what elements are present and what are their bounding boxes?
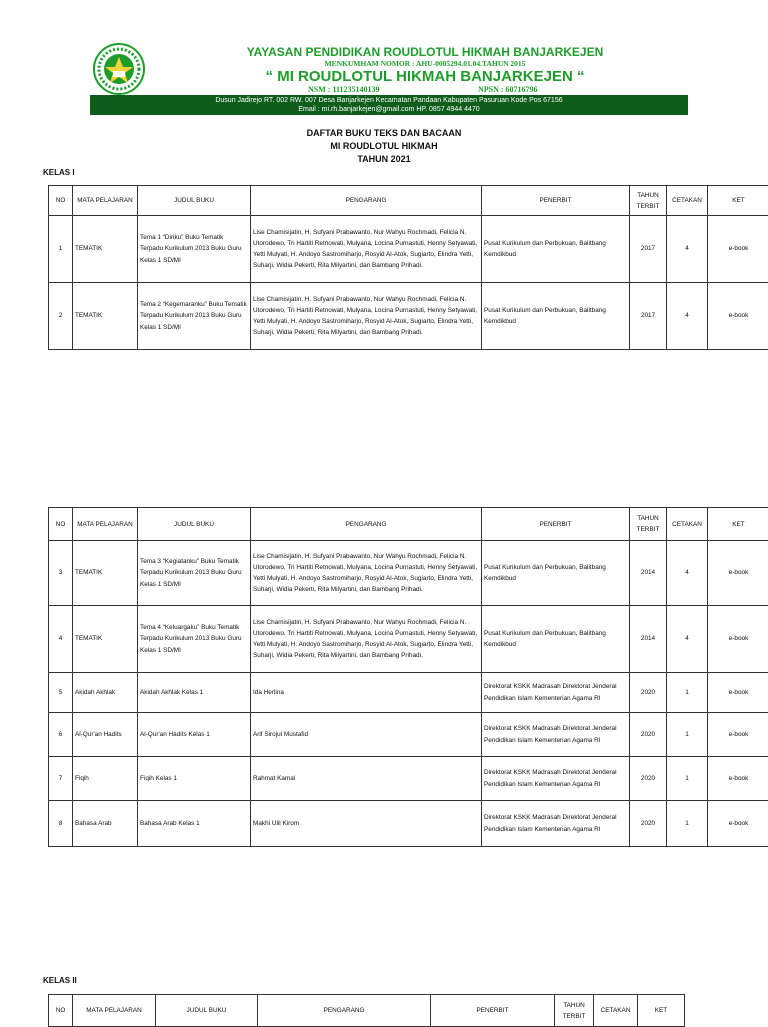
foundation-name: YAYASAN PENDIDIKAN ROUDLOTUL HIKMAH BANJARKEJEN	[230, 45, 620, 59]
header-ket: KET	[708, 186, 768, 216]
header-pengarang: PENGARANG	[251, 186, 482, 216]
table-row	[49, 216, 768, 283]
header-tahun: TAHUN TERBIT	[555, 995, 594, 1027]
cell-no: 2	[49, 283, 73, 350]
cell-pengarang: Lise Chamisijatin, H. Sufyani Prabawanto, Nur Wahyu Rochmadi, Felicia N. Utorodewo, Tri Hartiti Retnowati, Mulyana, Locina Purnastuti, Henny Setyawati, Yetti Mulyati, H. Andoyo Sastromiharjo, Rosyid Al-Atok, Sugiarto, Elindra Yetti, Suharji, Widia Pekerti, Rita Milyartini, dan Bambang Prihadi.	[251, 606, 482, 673]
cell-tahun: 2017	[630, 216, 667, 283]
book-table-page3	[48, 994, 685, 1027]
cell-no: 8	[49, 801, 73, 847]
table-header	[49, 508, 768, 541]
table-row	[49, 541, 768, 606]
table-row	[49, 713, 768, 757]
cell-penerbit: Pusat Kurikulum dan Perbukuan, Balitbang Kemdikbud	[482, 606, 630, 673]
cell-mapel: Fiqih	[73, 757, 138, 801]
cell-tahun: 2014	[630, 606, 667, 673]
cell-ket: e-book	[708, 541, 768, 606]
cell-ket: e-book	[708, 673, 768, 713]
header-judul: JUDUL BUKU	[138, 508, 251, 541]
header-cetakan: CETAKAN	[667, 508, 708, 541]
cell-pengarang: Lise Chamisijatin, H. Sufyani Prabawanto, Nur Wahyu Rochmadi, Felicia N. Utorodewo, Tri Hartiti Retnowati, Mulyana, Locina Purnastuti, Henny Setyawati, Yetti Mulyati, H. Andoyo Sastromiharjo, Rosyid Al-Atok, Sugiarto, Elindra Yetti, Suharji, Widia Pekerti, Rita Milyartini, dan Bambang Prihadi.	[251, 283, 482, 350]
cell-penerbit: Pusat Kurikulum dan Perbukuan, Balitbang Kemdikbud	[482, 541, 630, 606]
cell-mapel: TEMATIK	[73, 606, 138, 673]
header-cetakan: CETAKAN	[594, 995, 638, 1027]
book-table-page1	[48, 185, 768, 350]
cell-ket: e-book	[708, 713, 768, 757]
cell-cetakan: 1	[667, 673, 708, 713]
header-ket: KET	[708, 508, 768, 541]
table-header	[49, 995, 685, 1027]
school-logo	[93, 43, 145, 95]
header-penerbit: PENERBIT	[431, 995, 555, 1027]
school-address: Dusun Jadirejo RT. 002 RW. 007 Desa Banjarkejen Kecamatan Pandaan Kabupaten Pasuruan Kode Pos 67156	[90, 96, 688, 105]
header-mapel: MATA PELAJARAN	[73, 186, 138, 216]
cell-mapel: Al-Qur'an Hadits	[73, 713, 138, 757]
header-tahun: TAHUN TERBIT	[630, 186, 667, 216]
section-kelas-2: KELAS II	[43, 976, 77, 985]
cell-judul: Bahasa Arab Kelas 1	[138, 801, 251, 847]
cell-judul: Tema 1 “Diriku” Buku Tematik Terpadu Kurikulum 2013 Buku Guru Kelas 1 SD/MI	[138, 216, 251, 283]
cell-tahun: 2020	[630, 673, 667, 713]
cell-cetakan: 4	[667, 606, 708, 673]
header-mapel: MATA PELAJARAN	[73, 508, 138, 541]
cell-penerbit: Direktorat KSKK Madrasah Direktorat Jenderal Pendidikan Islam Kementerian Agama RI	[482, 801, 630, 847]
cell-judul: Akidah Akhlak Kelas 1	[138, 673, 251, 713]
header-penerbit: PENERBIT	[482, 186, 630, 216]
cell-judul: Tema 2 “Kegemaranku” Buku Tematik Terpadu Kurikulum 2013 Buku Guru Kelas 1 SD/MI	[138, 283, 251, 350]
npsn-number: NPSN : 60716796	[478, 85, 538, 94]
cell-pengarang: Ida Herlina	[251, 673, 482, 713]
header-no: NO	[49, 995, 73, 1027]
cell-cetakan: 4	[667, 216, 708, 283]
cell-pengarang: Rahmat Kamal	[251, 757, 482, 801]
header-no: NO	[49, 186, 73, 216]
header-judul: JUDUL BUKU	[156, 995, 258, 1027]
header-pengarang: PENGARANG	[251, 508, 482, 541]
cell-penerbit: Pusat Kurikulum dan Perbukuan, Balitbang Kemdikbud	[482, 216, 630, 283]
cell-ket: e-book	[708, 801, 768, 847]
cell-cetakan: 1	[667, 757, 708, 801]
book-table-page2	[48, 507, 768, 847]
cell-pengarang: Arif Sirojul Mustafid	[251, 713, 482, 757]
school-contact: Email : mi.rh.banjarkejen@gmail.com HP. 0857 4944 4470	[90, 105, 688, 114]
cell-penerbit: Direktorat KSKK Madrasah Direktorat Jenderal Pendidikan Islam Kementerian Agama RI	[482, 713, 630, 757]
cell-no: 4	[49, 606, 73, 673]
cell-no: 3	[49, 541, 73, 606]
cell-penerbit: Direktorat KSKK Madrasah Direktorat Jenderal Pendidikan Islam Kementerian Agama RI	[482, 673, 630, 713]
doc-title: DAFTAR BUKU TEKS DAN BACAAN	[230, 128, 538, 138]
cell-ket: e-book	[708, 757, 768, 801]
table-row	[49, 283, 768, 350]
cell-penerbit: Pusat Kurikulum dan Perbukuan, Balitbang Kemdikbud	[482, 283, 630, 350]
cell-ket: e-book	[708, 216, 768, 283]
cell-pengarang: Makhi Ulil Kirom	[251, 801, 482, 847]
table-row	[49, 673, 768, 713]
table-row	[49, 757, 768, 801]
cell-cetakan: 4	[667, 283, 708, 350]
section-kelas-1: KELAS I	[43, 168, 75, 177]
cell-mapel: Akidah Akhlak	[73, 673, 138, 713]
doc-subtitle: MI ROUDLOTUL HIKMAH	[230, 141, 538, 151]
cell-ket: e-book	[708, 606, 768, 673]
cell-cetakan: 1	[667, 713, 708, 757]
school-name: “ MI ROUDLOTUL HIKMAH BANJARKEJEN “	[230, 68, 620, 85]
cell-tahun: 2014	[630, 541, 667, 606]
header-judul: JUDUL BUKU	[138, 186, 251, 216]
cell-mapel: Bahasa Arab	[73, 801, 138, 847]
cell-tahun: 2020	[630, 801, 667, 847]
cell-penerbit: Direktorat KSKK Madrasah Direktorat Jenderal Pendidikan Islam Kementerian Agama RI	[482, 757, 630, 801]
cell-cetakan: 4	[667, 541, 708, 606]
cell-pengarang: Lise Chamisijatin, H. Sufyani Prabawanto, Nur Wahyu Rochmadi, Felicia N. Utorodewo, Tri Hartiti Retnowati, Mulyana, Locina Purnastuti, Henny Setyawati, Yetti Mulyati, H. Andoyo Sastromiharjo, Rosyid Al-Atok, Sugiarto, Elindra Yetti, Suharji, Widia Pekerti, Rita Milyartini, dan Bambang Prihadi.	[251, 541, 482, 606]
cell-judul: Al-Qur'an Hadits Kelas 1	[138, 713, 251, 757]
cell-tahun: 2020	[630, 713, 667, 757]
table-row	[49, 801, 768, 847]
cell-cetakan: 1	[667, 801, 708, 847]
cell-mapel: TEMATIK	[73, 216, 138, 283]
cell-judul: Tema 4 “Keluargaku” Buku Tematik Terpadu Kurikulum 2013 Buku Guru Kelas 1 SD/MI	[138, 606, 251, 673]
header-no: NO	[49, 508, 73, 541]
table-header	[49, 186, 768, 216]
cell-judul: Fiqih Kelas 1	[138, 757, 251, 801]
cell-tahun: 2020	[630, 757, 667, 801]
cell-no: 6	[49, 713, 73, 757]
cell-mapel: TEMATIK	[73, 283, 138, 350]
table-row	[49, 606, 768, 673]
header-ket: KET	[638, 995, 685, 1027]
decree-number: MENKUMHAM NOMOR : AHU-0005294.01.04.TAHUN 2015	[230, 59, 620, 68]
cell-tahun: 2017	[630, 283, 667, 350]
nsm-number: NSM : 111235140139	[308, 85, 380, 94]
cell-no: 5	[49, 673, 73, 713]
cell-mapel: TEMATIK	[73, 541, 138, 606]
header-cetakan: CETAKAN	[667, 186, 708, 216]
header-mapel: MATA PELAJARAN	[73, 995, 156, 1027]
cell-pengarang: Lise Chamisijatin, H. Sufyani Prabawanto, Nur Wahyu Rochmadi, Felicia N. Utorodewo, Tri Hartiti Retnowati, Mulyana, Locina Purnastuti, Henny Setyawati, Yetti Mulyati, H. Andoyo Sastromiharjo, Rosyid Al-Atok, Sugiarto, Elindra Yetti, Suharji, Widia Pekerti, Rita Milyartini, dan Bambang Prihadi.	[251, 216, 482, 283]
header-pengarang: PENGARANG	[258, 995, 431, 1027]
cell-ket: e-book	[708, 283, 768, 350]
cell-no: 7	[49, 757, 73, 801]
header-tahun: TAHUN TERBIT	[630, 508, 667, 541]
cell-no: 1	[49, 216, 73, 283]
cell-judul: Tema 3 “Kegiatanku” Buku Tematik Terpadu Kurikulum 2013 Buku Guru Kelas 1 SD/MI	[138, 541, 251, 606]
header-penerbit: PENERBIT	[482, 508, 630, 541]
doc-year: TAHUN 2021	[230, 154, 538, 164]
